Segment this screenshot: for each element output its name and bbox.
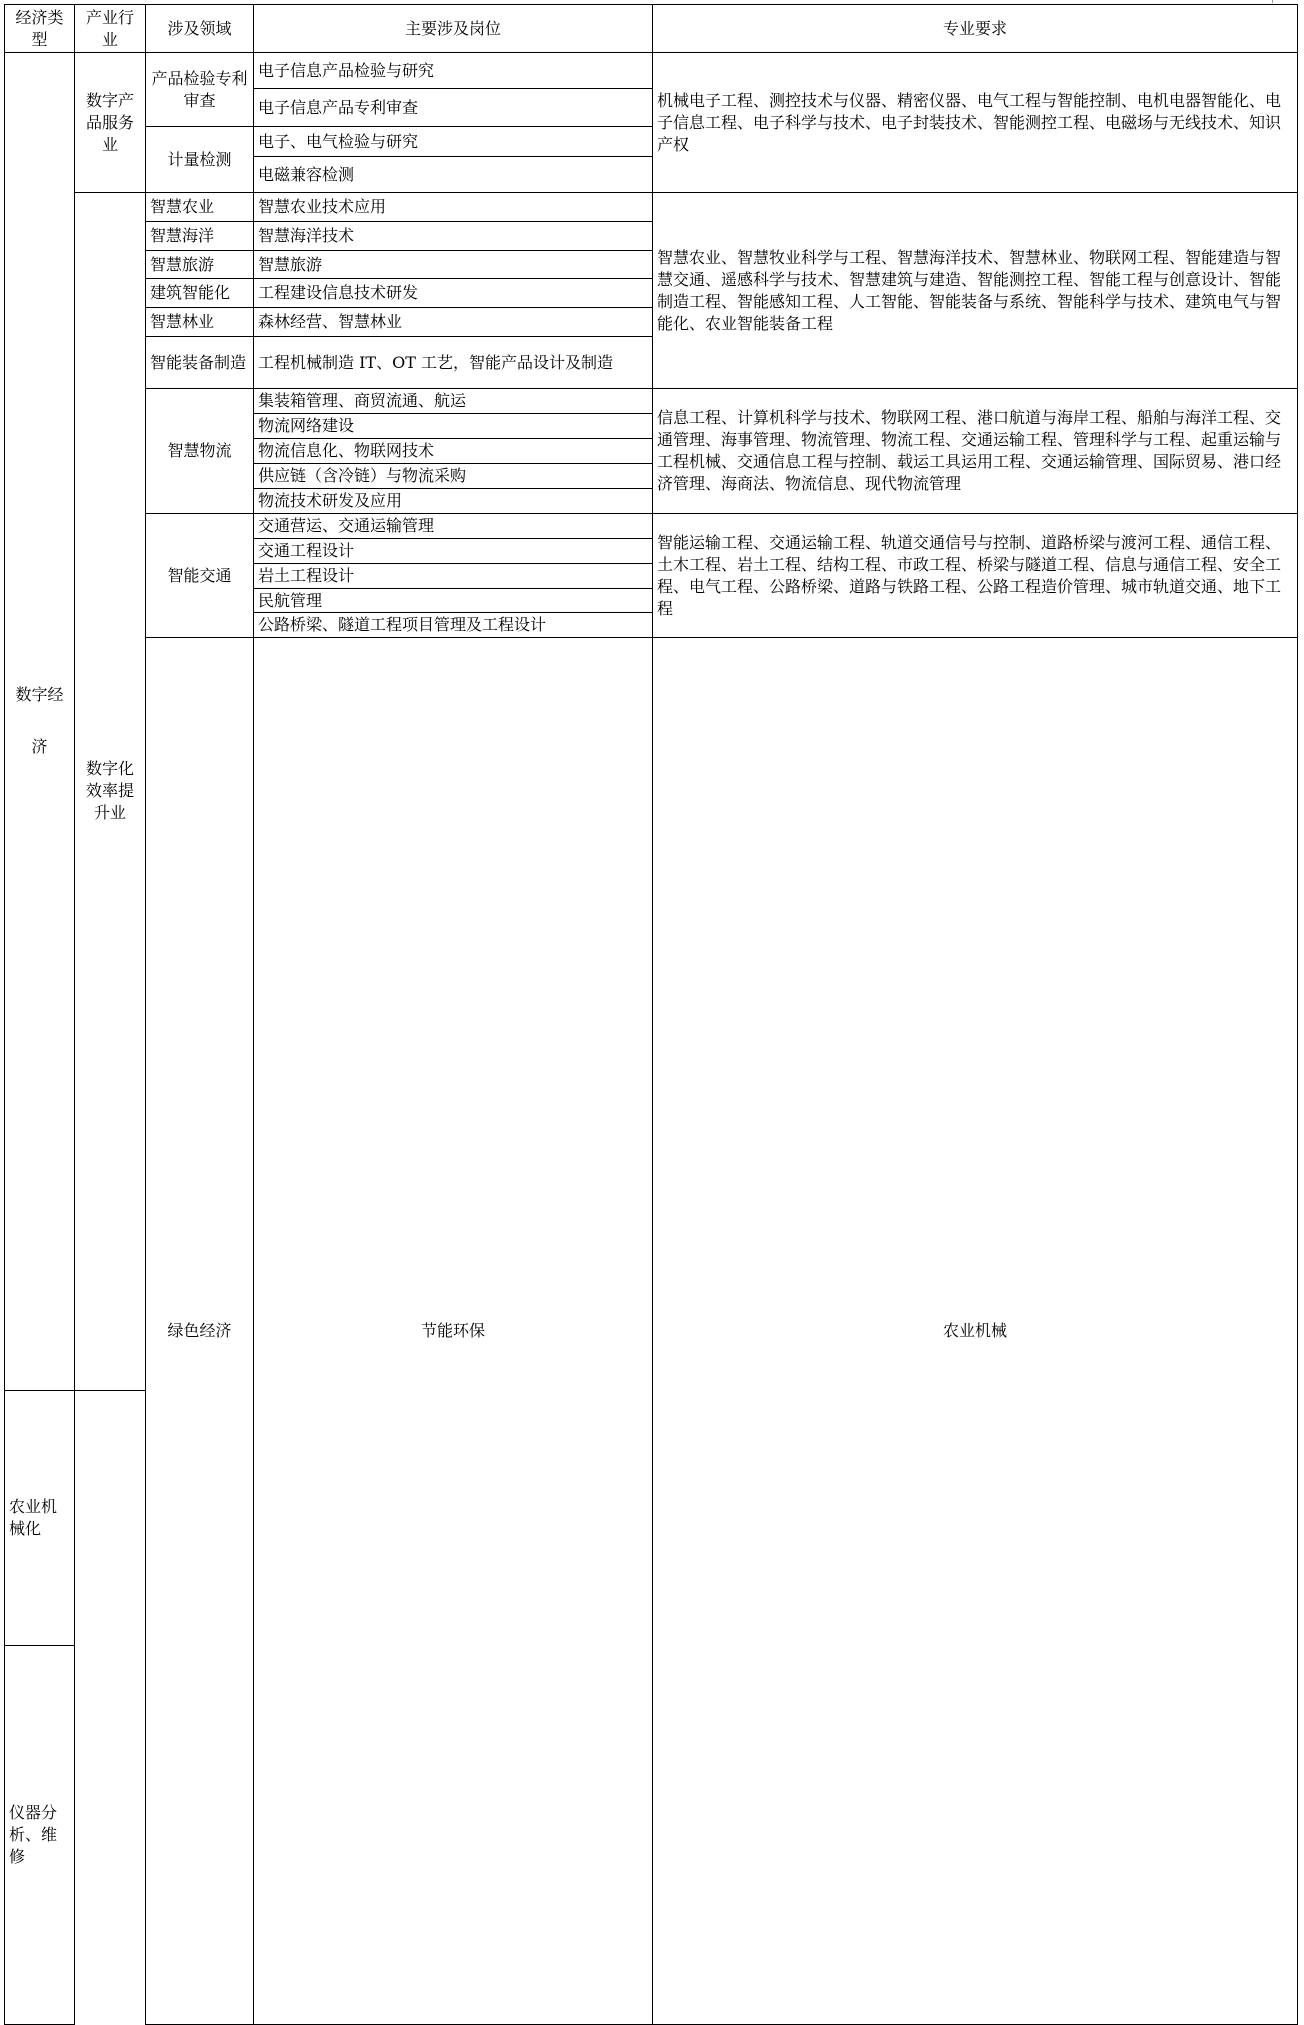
table-row [5, 389, 1298, 414]
post-cell: 电磁兼容检测 [254, 157, 653, 193]
requirement-cell: 机械电子工程、测控技术与仪器、精密仪器、电气工程与智能控制、电机电器智能化、电子信息工程、电子科学与技术、电子封装技术、智能测控工程、电磁场与无线技术、知识产权 [653, 53, 1298, 193]
post-cell: 公路桥梁、隧道工程项目管理及工程设计 [254, 613, 653, 638]
header-economy-type: 经济类型 [5, 5, 75, 53]
field-smart-agriculture: 智慧农业 [146, 193, 254, 222]
field-building-intelligence: 建筑智能化 [146, 279, 254, 308]
post-cell: 仪器分析、维修 [5, 1645, 75, 2024]
header-industry: 产业行业 [75, 5, 146, 53]
post-cell: 岩土工程设计 [254, 564, 653, 589]
post-cell: 电子信息产品检验与研究 [254, 53, 653, 89]
post-cell: 智慧旅游 [254, 251, 653, 279]
header-posts: 主要涉及岗位 [254, 5, 653, 53]
field-agri-machinery: 农业机械 [653, 638, 1298, 2025]
industry-digital-efficiency: 数字化效率提升业 [75, 193, 146, 1391]
header-row [5, 5, 1298, 53]
post-cell: 森林经营、智慧林业 [254, 308, 653, 337]
corner-mark [1272, 0, 1273, 3]
post-cell: 工程机械制造 IT、OT 工艺，智能产品设计及制造 [254, 337, 653, 389]
requirement-cell: 智慧农业、智慧牧业科学与工程、智慧海洋技术、智慧林业、物联网工程、智能建造与智慧交通、遥感科学与技术、智慧建筑与建造、智能测控工程、智能工程与创意设计、智能制造工程、智能感知工程、人工智能、智能装备与系统、智能科学与技术、建筑电气与智能化、农业智能装备工程 [653, 193, 1298, 389]
industry-energy-saving: 节能环保 [254, 638, 653, 2025]
field-intelligent-transport: 智能交通 [146, 514, 254, 638]
header-field: 涉及领域 [146, 5, 254, 53]
field-smart-ocean: 智慧海洋 [146, 222, 254, 251]
post-cell: 物流信息化、物联网技术 [254, 439, 653, 464]
requirement-cell: 智能运输工程、交通运输工程、轨道交通信号与控制、道路桥梁与渡河工程、通信工程、土木工程、岩土工程、结构工程、市政工程、桥梁与隧道工程、信息与通信工程、安全工程、电气工程、公路桥梁、道路与铁路工程、公路工程造价管理、城市轨道交通、地下工程 [653, 514, 1298, 638]
table-row [5, 53, 1298, 89]
post-cell: 民航管理 [254, 589, 653, 613]
post-cell: 电子、电气检验与研究 [254, 127, 653, 157]
post-cell: 交通工程设计 [254, 539, 653, 564]
post-cell: 物流网络建设 [254, 414, 653, 439]
economy-type-green: 绿色经济 [146, 638, 254, 2025]
field-smart-forestry: 智慧林业 [146, 308, 254, 337]
post-cell: 集装箱管理、商贸流通、航运 [254, 389, 653, 414]
post-cell: 电子信息产品专利审查 [254, 89, 653, 127]
post-cell: 交通营运、交通运输管理 [254, 514, 653, 539]
header-requirements: 专业要求 [653, 5, 1298, 53]
post-cell: 农业机械化 [5, 1390, 75, 1645]
major-requirements-table [4, 4, 1298, 2025]
post-cell: 工程建设信息技术研发 [254, 279, 653, 308]
table-row [5, 514, 1298, 539]
field-product-inspection: 产品检验专利审查 [146, 53, 254, 127]
field-smart-tourism: 智慧旅游 [146, 251, 254, 279]
post-cell: 物流技术研发及应用 [254, 489, 653, 514]
post-cell: 智慧海洋技术 [254, 222, 653, 251]
post-cell: 智慧农业技术应用 [254, 193, 653, 222]
table-row [5, 638, 1298, 1391]
table-row [5, 193, 1298, 222]
field-smart-logistics: 智慧物流 [146, 389, 254, 514]
industry-digital-service: 数字产品服务业 [75, 53, 146, 193]
post-cell: 供应链（含冷链）与物流采购 [254, 464, 653, 489]
field-intelligent-equipment: 智能装备制造 [146, 337, 254, 389]
field-metrology: 计量检测 [146, 127, 254, 193]
economy-type-digital: 数字经济 [5, 53, 75, 1391]
requirement-cell: 信息工程、计算机科学与技术、物联网工程、港口航道与海岸工程、船舶与海洋工程、交通管理、海事管理、物流管理、物流工程、交通运输工程、管理科学与工程、起重运输与工程机械、交通信息工程与控制、载运工具运用工程、交通运输管理、国际贸易、港口经济管理、海商法、物流信息、现代物流管理 [653, 389, 1298, 514]
